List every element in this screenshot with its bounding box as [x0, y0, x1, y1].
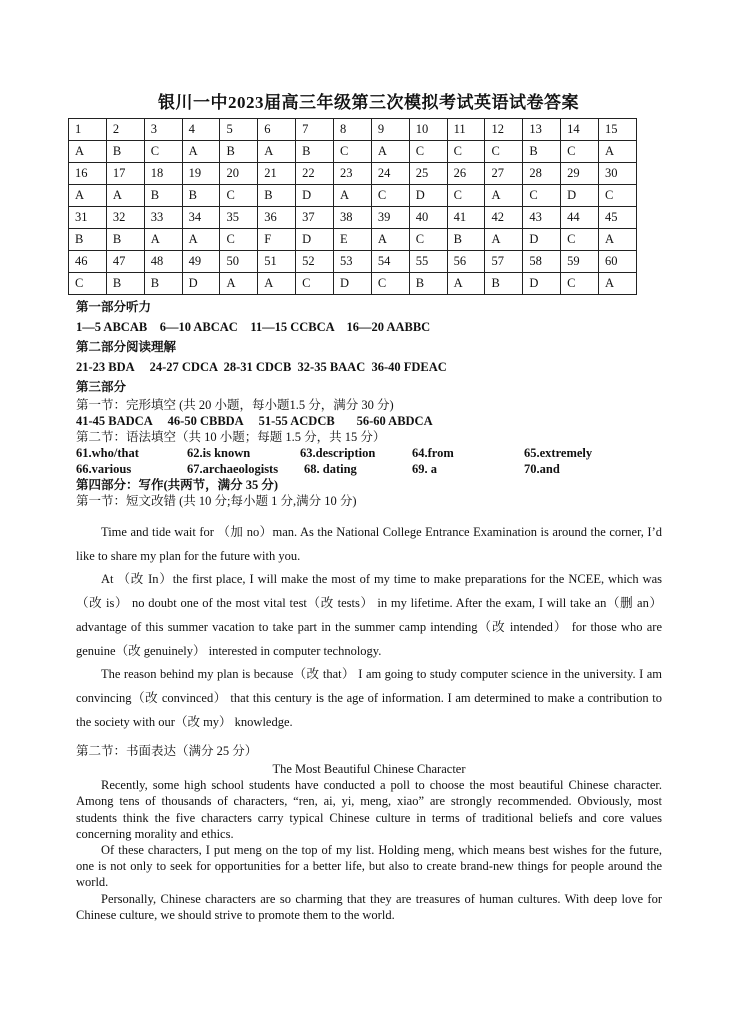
question-number-cell: 55: [409, 251, 447, 273]
essay: [76, 761, 662, 923]
answer-cell: B: [220, 141, 258, 163]
answer-cell: C: [69, 273, 107, 295]
question-number-row: [69, 119, 637, 141]
answer-cell: A: [599, 141, 637, 163]
answer-cell: C: [561, 273, 599, 295]
grammar-row-2: [76, 461, 560, 477]
cloze-heading: 第一节：完形填空 (共 20 小题，每小题1.5 分，满分 30 分): [76, 398, 394, 412]
answer-cell: B: [144, 273, 182, 295]
question-number-cell: 12: [485, 119, 523, 141]
answer-cell: A: [182, 141, 220, 163]
answer-cell: B: [258, 185, 296, 207]
question-number-cell: 10: [409, 119, 447, 141]
question-number-cell: 37: [296, 207, 334, 229]
question-number-cell: 11: [447, 119, 485, 141]
answer-cell: C: [523, 185, 561, 207]
question-number-cell: 49: [182, 251, 220, 273]
answer-cell: C: [447, 185, 485, 207]
grammar-answer: 69. a: [412, 462, 437, 476]
grammar-answer: 70.and: [524, 462, 560, 476]
question-number-cell: 29: [561, 163, 599, 185]
answer-cell: C: [599, 185, 637, 207]
question-number-cell: 51: [258, 251, 296, 273]
question-number-cell: 41: [447, 207, 485, 229]
essay-paragraph: Of these characters, I put meng on the top of my list. Holding meng, which means best wishes for the future, one is not only to seek for opportunities for a better life, but also to create brand-new things for people around the world.: [76, 843, 662, 890]
answer-cell: C: [561, 141, 599, 163]
question-number-cell: 38: [334, 207, 372, 229]
question-number-cell: 5: [220, 119, 258, 141]
answer-cell: D: [182, 273, 220, 295]
question-number-cell: 25: [409, 163, 447, 185]
grammar-heading: 第二节：语法填空（共 10 小题；每题 1.5 分，共 15 分）: [76, 430, 386, 444]
answer-cell: E: [334, 229, 372, 251]
answer-cell: B: [409, 273, 447, 295]
answer-cell: C: [371, 185, 409, 207]
answer-cell: A: [220, 273, 258, 295]
answer-cell: A: [106, 185, 144, 207]
grammar-answer: 62.is known: [187, 446, 251, 460]
answer-cell: B: [523, 141, 561, 163]
question-number-cell: 19: [182, 163, 220, 185]
question-number-cell: 39: [371, 207, 409, 229]
question-number-cell: 7: [296, 119, 334, 141]
answer-cell: C: [409, 229, 447, 251]
question-number-cell: 3: [144, 119, 182, 141]
answer-row: [69, 185, 637, 207]
question-number-cell: 6: [258, 119, 296, 141]
question-number-cell: 50: [220, 251, 258, 273]
answer-cell: A: [447, 273, 485, 295]
answer-cell: C: [296, 273, 334, 295]
essay-title: The Most Beautiful Chinese Character: [272, 762, 466, 776]
part4-heading: 第四部分：写作(共两节，满分 35 分): [76, 478, 279, 492]
correction-paragraph: At （改 In）the first place, I will make the most of my time to make preparations for the NCEE, which was（改 is） no doubt one of the most vital test（改 tests） in my lifetime. After the exam, I will take an（删 an） advantage of this summer vacation to take part in the summer camp intending（改 intended） for those who are genuine（改 genuinely） interested in computer technology.: [76, 572, 662, 658]
grammar-answer: 68. dating: [304, 462, 357, 476]
grammar-row-1: [76, 445, 593, 461]
grammar-answer: 63.description: [300, 446, 376, 460]
part1-answers: 1—5 ABCAB 6—10 ABCAC 11—15 CCBCA 16—20 AABBC: [76, 320, 431, 334]
answer-cell: C: [561, 229, 599, 251]
question-number-cell: 44: [561, 207, 599, 229]
answer-cell: B: [296, 141, 334, 163]
answer-cell: A: [599, 273, 637, 295]
question-number-cell: 26: [447, 163, 485, 185]
answer-cell: D: [523, 229, 561, 251]
question-number-cell: 56: [447, 251, 485, 273]
question-number-cell: 14: [561, 119, 599, 141]
part2-answers: 21-23 BDA 24-27 CDCA 28-31 CDCB 32-35 BAAC 36-40 FDEAC: [76, 360, 447, 374]
answer-cell: D: [561, 185, 599, 207]
question-number-cell: 17: [106, 163, 144, 185]
answer-cell: D: [334, 273, 372, 295]
answer-row: [69, 229, 637, 251]
question-number-row: [69, 163, 637, 185]
question-number-cell: 16: [69, 163, 107, 185]
answer-cell: C: [220, 229, 258, 251]
correction-heading: 第一节：短文改错 (共 10 分;每小题 1 分,满分 10 分): [76, 494, 357, 508]
question-number-cell: 31: [69, 207, 107, 229]
question-number-cell: 48: [144, 251, 182, 273]
question-number-cell: 54: [371, 251, 409, 273]
question-number-row: [69, 251, 637, 273]
question-number-cell: 43: [523, 207, 561, 229]
answer-cell: F: [258, 229, 296, 251]
answer-row: [69, 273, 637, 295]
grammar-answer: 61.who/that: [76, 446, 139, 460]
answer-cell: D: [523, 273, 561, 295]
question-number-cell: 40: [409, 207, 447, 229]
answer-cell: B: [447, 229, 485, 251]
answer-cell: A: [334, 185, 372, 207]
answer-cell: A: [599, 229, 637, 251]
question-number-cell: 20: [220, 163, 258, 185]
question-number-cell: 53: [334, 251, 372, 273]
answer-cell: C: [144, 141, 182, 163]
question-number-cell: 21: [258, 163, 296, 185]
answer-cell: A: [182, 229, 220, 251]
question-number-cell: 2: [106, 119, 144, 141]
question-number-cell: 23: [334, 163, 372, 185]
answer-cell: C: [371, 273, 409, 295]
question-number-cell: 45: [599, 207, 637, 229]
answer-sections: [76, 299, 593, 509]
page-title: 银川一中2023届高三年级第三次模拟考试英语试卷答案: [158, 93, 579, 112]
question-number-cell: 22: [296, 163, 334, 185]
question-number-cell: 35: [220, 207, 258, 229]
question-number-row: [69, 207, 637, 229]
answer-cell: C: [334, 141, 372, 163]
answer-cell: A: [144, 229, 182, 251]
answer-cell: C: [485, 141, 523, 163]
correction-paragraph: The reason behind my plan is because（改 that） I am going to study computer science in the university. I am convincing（改 convinced） that this century is the age of information. I am determined to make a contribution to the society with our（改 my） knowledge.: [76, 667, 662, 729]
question-number-cell: 9: [371, 119, 409, 141]
question-number-cell: 32: [106, 207, 144, 229]
question-number-cell: 27: [485, 163, 523, 185]
question-number-cell: 42: [485, 207, 523, 229]
essay-paragraph: Personally, Chinese characters are so charming that they are treasures of human cultures. With deep love for Chinese culture, we should strive to promote them to the world.: [76, 891, 662, 922]
answer-cell: A: [371, 141, 409, 163]
question-number-cell: 4: [182, 119, 220, 141]
question-number-cell: 58: [523, 251, 561, 273]
answer-cell: A: [371, 229, 409, 251]
grammar-answer: 66.various: [76, 462, 132, 476]
answer-cell: B: [106, 229, 144, 251]
answer-cell: B: [182, 185, 220, 207]
question-number-cell: 47: [106, 251, 144, 273]
question-number-cell: 46: [69, 251, 107, 273]
answer-cell: A: [485, 229, 523, 251]
answer-cell: D: [296, 229, 334, 251]
question-number-cell: 57: [485, 251, 523, 273]
answer-cell: D: [409, 185, 447, 207]
part2-heading: 第二部分阅读理解: [76, 340, 177, 354]
answer-cell: B: [144, 185, 182, 207]
answer-cell: D: [296, 185, 334, 207]
answer-row: [69, 141, 637, 163]
correction-paragraph: Time and tide wait for （加 no）man. As the National College Entrance Examination is around the corner, I’d like to share my plan for the future with you.: [76, 525, 662, 563]
answer-cell: B: [485, 273, 523, 295]
question-number-cell: 59: [561, 251, 599, 273]
correction-text: [76, 521, 662, 734]
essay-paragraph: Recently, some high school students have conducted a poll to choose the most beautiful Chinese character. Among tens of thousands of characters, “ren, ai, yi, meng, xiao” are strongly recommended. Obviously, most students think the five characters carry typical Chinese culture in terms of traditional beliefs and core values concerning morality and ethics.: [76, 778, 662, 841]
question-number-cell: 15: [599, 119, 637, 141]
question-number-cell: 36: [258, 207, 296, 229]
part3-heading: 第三部分: [76, 380, 127, 394]
grammar-answer: 67.archaeologists: [187, 462, 279, 476]
writing-heading: 第二节：书面表达（满分 25 分）: [76, 744, 258, 758]
question-number-cell: 1: [69, 119, 107, 141]
grammar-answer: 65.extremely: [524, 446, 593, 460]
answer-cell: A: [69, 141, 107, 163]
question-number-cell: 34: [182, 207, 220, 229]
part1-heading: 第一部分听力: [76, 300, 152, 314]
cloze-answers: 41-45 BADCA 46-50 CBBDA 51-55 ACDCB 56-60 ABDCA: [76, 414, 433, 428]
answer-cell: B: [106, 273, 144, 295]
answer-cell: A: [258, 141, 296, 163]
question-number-cell: 33: [144, 207, 182, 229]
answer-cell: B: [106, 141, 144, 163]
question-number-cell: 8: [334, 119, 372, 141]
answer-cell: C: [447, 141, 485, 163]
question-number-cell: 28: [523, 163, 561, 185]
answer-cell: A: [69, 185, 107, 207]
answer-cell: A: [485, 185, 523, 207]
question-number-cell: 60: [599, 251, 637, 273]
answer-cell: A: [258, 273, 296, 295]
grammar-answer: 64.from: [412, 446, 454, 460]
answer-cell: B: [69, 229, 107, 251]
question-number-cell: 30: [599, 163, 637, 185]
question-number-cell: 13: [523, 119, 561, 141]
question-number-cell: 52: [296, 251, 334, 273]
answer-cell: C: [409, 141, 447, 163]
question-number-cell: 18: [144, 163, 182, 185]
answer-table: [68, 118, 637, 295]
question-number-cell: 24: [371, 163, 409, 185]
answer-cell: C: [220, 185, 258, 207]
